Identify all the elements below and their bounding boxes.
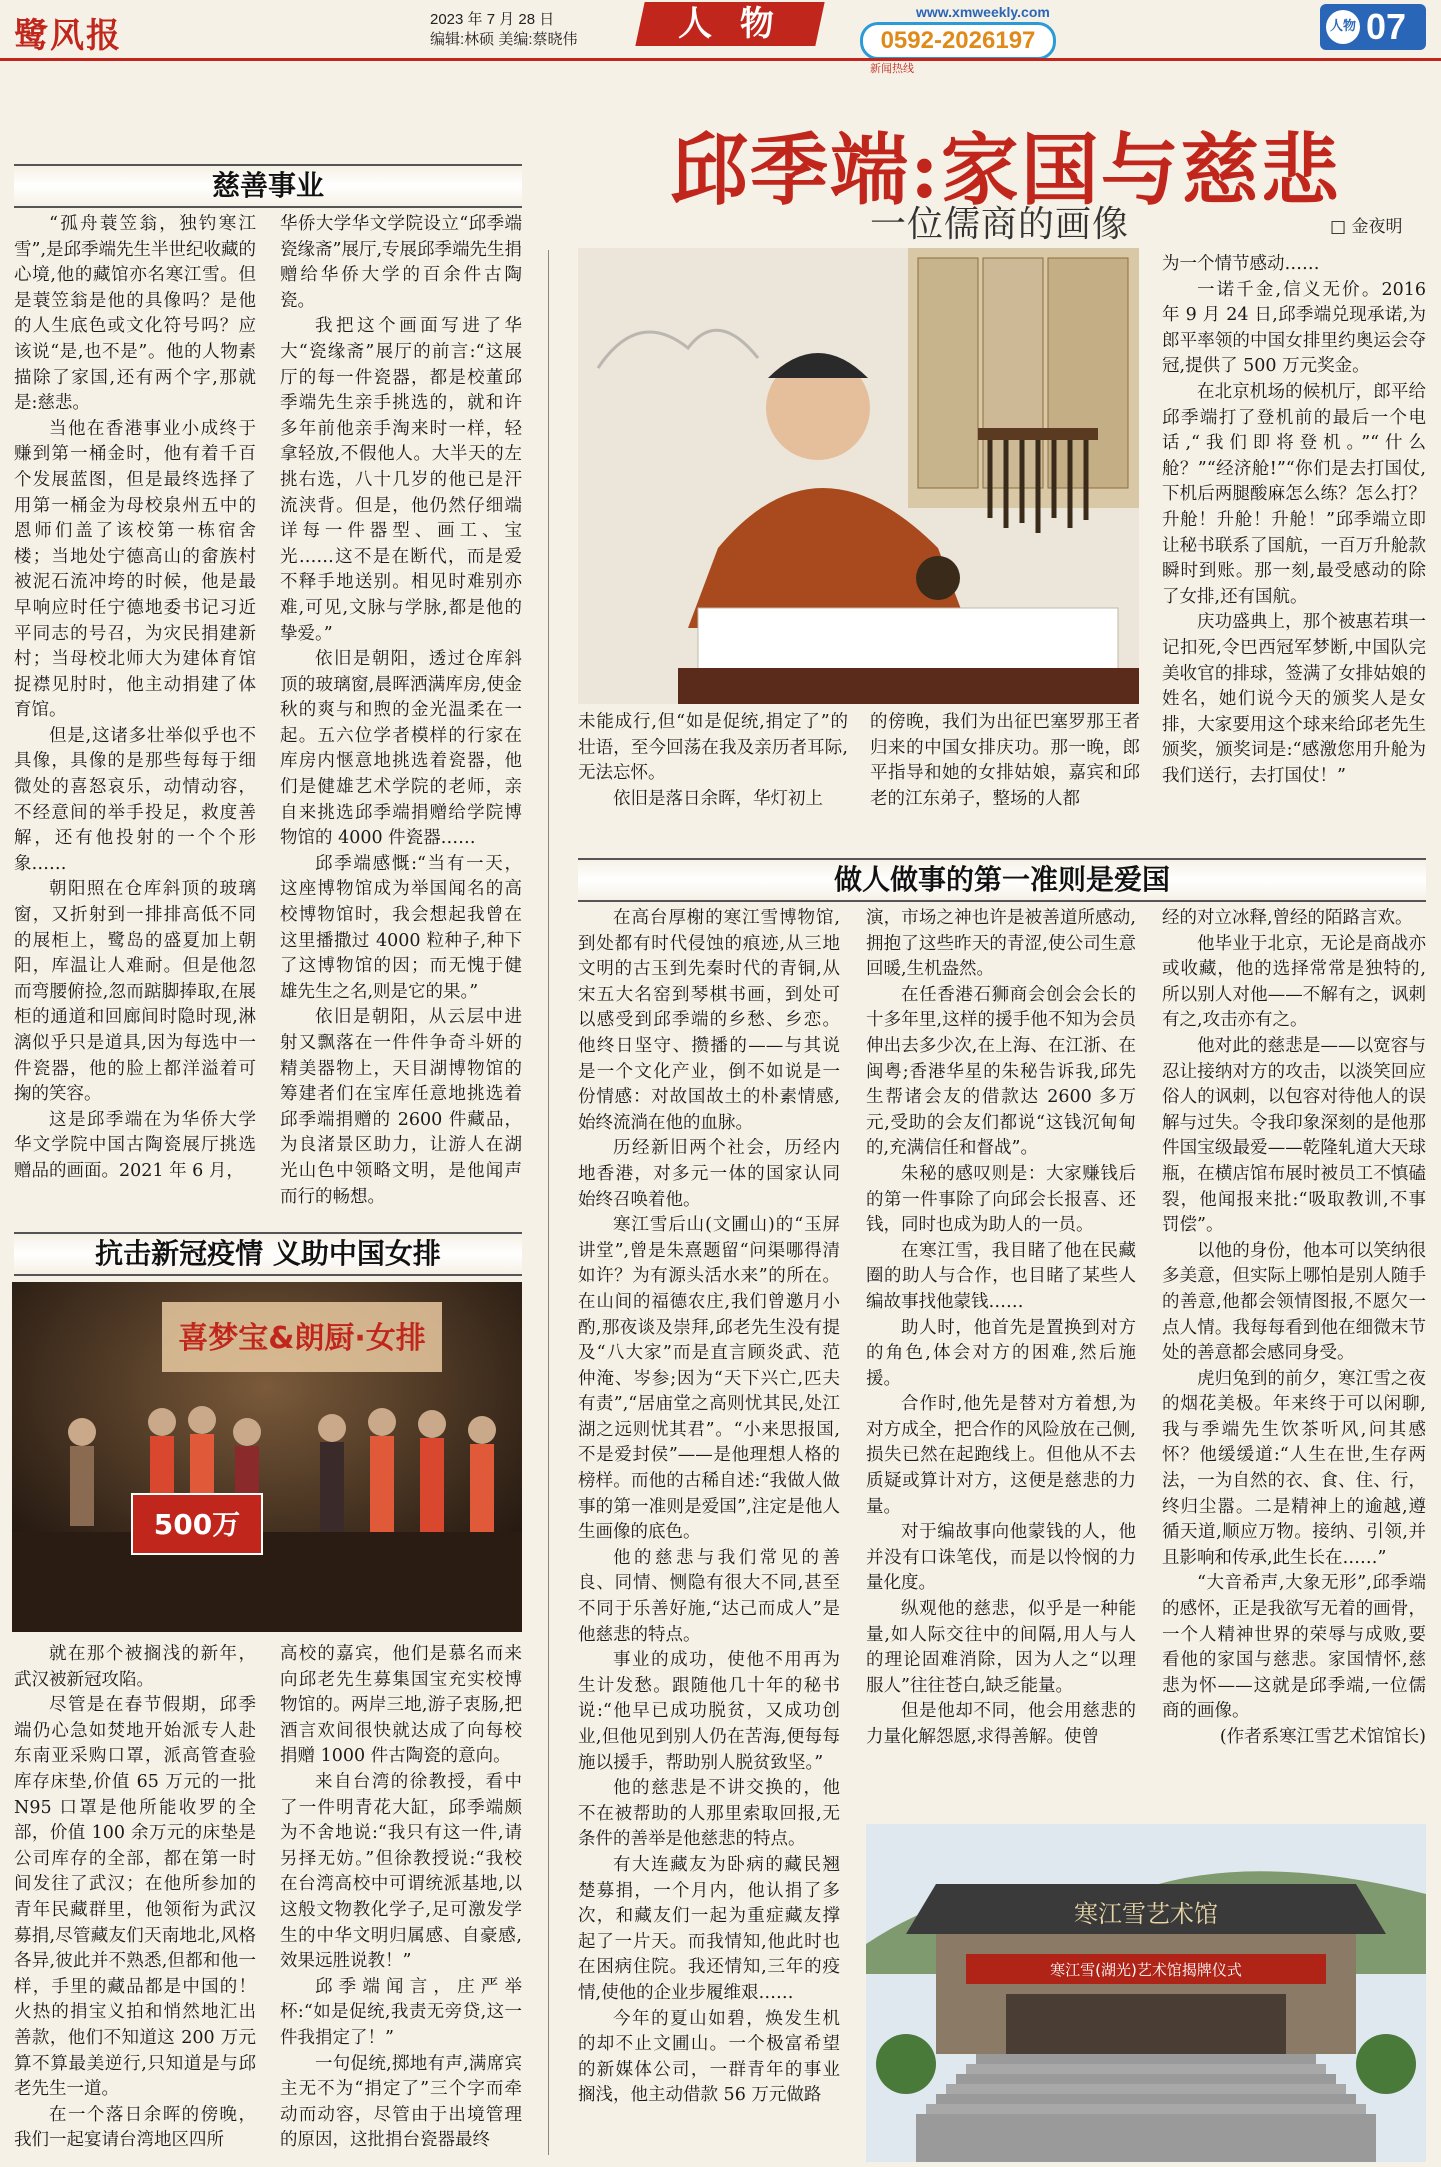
paragraph: 朱秘的感叹则是：大家赚钱后的第一件事除了向邱会长报喜、还钱，同时也成为助人的一员。	[866, 1163, 1136, 1236]
paragraph: 的傍晚，我们为出征巴塞罗那王者归来的中国女排庆功。那一晚，郎平指导和她的女排姑娘，嘉宾和邱老的江东弟子，整场的人都	[870, 712, 1140, 809]
paragraph: 他的慈悲是不讲交换的，他不在被帮助的人那里索取回报,无条件的善举是他慈悲的特点。	[578, 1778, 840, 1850]
photo-museum-building	[866, 1824, 1426, 2162]
building-illustration	[866, 1824, 1426, 2162]
paragraph: 但是他却不同，他会用慈悲的力量化解怨愿,求得善解。使曾	[866, 1701, 1136, 1747]
hotline-number: 0592-2026197	[860, 22, 1056, 60]
column-divider	[548, 250, 549, 2155]
paragraph: 来自台湾的徐教授，看中了一件明青花大缸，邱季端颇为不舍地说:“我只有这一件,请另择无妨。”但徐教授说:“我校在台湾高校中可谓统派基地,以这般文物教化学子,足可激发学生的中华文明归属感、自豪感,效果远胜说教！”	[280, 1771, 522, 1972]
paragraph: 我把这个画面写进了华大“瓷缘斋”展厅的前言:“这展厅的每一件瓷器，都是校董邱季端先生亲手挑选的，就和许多年前他亲手淘来时一样，轻拿轻放,不假他人。大半天的左挑右选，八十几岁的他已是汗流浃背。但是，他仍然仔细端详每一件器型、画工、宝光……这不是在断代，而是爱不释手地送别。相见时难别亦难,可见,文脉与学脉,都是他的挚爱。”	[280, 316, 522, 644]
paragraph: 这是邱季端在为华侨大学华文学院中国古陶瓷展厅挑选赠品的画面。2021 年 6 月，	[14, 1109, 256, 1181]
paragraph: 尽管是在春节假期，邱季端仍心急如焚地开始派专人赴东南亚采购口罩，派高管查验库存床垫,价值 65 万元的一批 N95 口罩是他所能收罗的全部，价值 100 余万元的床垫是公司库存的全部，都在第一时间发往了武汉；在他所参加的青年民藏群里，他领衔为武汉募捐,尽管藏友们天南地北,风格各异,彼此并不熟悉,但都和他一样，手里的藏品都是中国的！火热的捐宝义拍和悄然地汇出善款，他们不知道这 200 万元算不算最美逆行,只知道是与邱老先生一道。	[14, 1695, 256, 2100]
paragraph: 在寒江雪，我目睹了他在民藏圈的助人与合作，也目睹了某些人编故事找他蒙钱……	[866, 1240, 1136, 1312]
paragraph: 合作时,他先是替对方着想,为对方成全，把合作的风险放在己侧,损失已然在起跑线上。但他从不去质疑或算计对方，这便是慈悲的力量。	[866, 1394, 1136, 1517]
photo-volleyball-ceremony	[12, 1282, 522, 1632]
paragraph: 一诺千金,信义无价。2016 年 9 月 24 日,邱季端兑现承诺,为郎平率领的中国女排里约奥运会夺冠,提供了 500 万元奖金。	[1162, 279, 1426, 377]
paragraph: 他的慈悲与我们常见的善良、同情、恻隐有很大不同,甚至不同于乐善好施,“达己而成人”是他慈悲的特点。	[578, 1547, 840, 1645]
column-1	[14, 212, 256, 1232]
section-heading-covid	[14, 1232, 522, 1276]
issue-meta	[430, 10, 578, 50]
paragraph: 依旧是朝阳，透过仓库斜顶的玻璃窗,晨晖洒满库房,使金秋的爽与和煦的金光温柔在一起。五六位学者模样的行家在库房内惬意地挑选着瓷器，他们是健雄艺术学院的老师，亲自来挑选邱季端捐赠给学院博物馆的 4000 件瓷器……	[280, 649, 522, 849]
section-heading-charity-label: 慈善事业	[211, 169, 324, 202]
column-6	[14, 1642, 256, 2158]
section-heading-patriot	[578, 858, 1426, 902]
website-link[interactable]: www.xmweekly.com	[916, 4, 1050, 20]
paragraph: 他毕业于北京，无论是商战亦或收藏，他的选择常常是独特的,所以别人对他——不解有之，讽刺有之,攻击亦有之。	[1162, 933, 1426, 1031]
section-heading-patriot-label: 做人做事的第一准则是爱国	[833, 863, 1170, 896]
paragraph: 寒江雪后山(文圃山)的“玉屏讲堂”,曾是朱熹题留“问渠哪得清如许？为有源头活水来”的所在。在山间的福德农庄,我们曾邀月小酌,那夜谈及崇拜,邱老先生没有提及“八大家”而是直言顾炎武、范仲淹、岑参;因为“天下兴亡,匹夫有责”,“居庙堂之高则忧其民,处江湖之远则忧其君”。“小来思报国,不是爱封侯”——是他理想人格的榜样。而他的古稀自述:“我做人做事的第一准则是爱国”,注定是他人生画像的底色。	[578, 1215, 840, 1543]
paragraph: 对于编故事向他蒙钱的人，他并没有口诛笔伐，而是以怜悯的力量化度。	[866, 1522, 1136, 1594]
newspaper-logo: 鹭风报	[14, 16, 122, 56]
paragraph: 未能成行,但“如是促统,捐定了”的壮语，至今回荡在我及亲历者耳际,无法忘怀。	[578, 712, 848, 784]
paragraph: 今年的夏山如碧，焕发生机的却不止文圃山。一个极富希望的新媒体公司，一群青年的事业搁浅，他主动借款 56 万元做路	[578, 2008, 840, 2106]
stage-banner-text: 喜梦宝&朗厨·女排	[178, 1321, 426, 1356]
paragraph: 以他的身份，他本可以笑纳很多美意，但实际上哪怕是别人随手的善意,他都会领情图报,不愿欠一点人情。我每每看到他在细微末节处的善意都会感同身受。	[1162, 1240, 1426, 1364]
column-10	[1162, 906, 1426, 1818]
paragraph: 但是,这诸多壮举似乎也不具像，具像的是那些每每于细微处的喜怒哀乐，动情动容，不经意间的举手投足，救度善解，还有他投射的一个个形象……	[14, 725, 256, 874]
paragraph: 邱季端感慨:“当有一天，这座博物馆成为举国闻名的高校博物馆时，我会想起我曾在这里播撒过 4000 粒种子,种下了这博物馆的因；而无愧于健雄先生之名,则是它的果。”	[280, 853, 522, 1002]
column-7	[280, 1642, 522, 2158]
paragraph: 一句促统,掷地有声,满席宾主无不为“捐定了”三个字而牵动而动容，尽管由于出境管理的原因，这批捐台瓷器最终	[280, 2053, 522, 2151]
paragraph: 助人时，他首先是置换到对方的角色,体会对方的困难,然后施援。	[866, 1317, 1136, 1389]
paragraph: 华侨大学华文学院设立“邱季端瓷缘斋”展厅,专展邱季端先生捐赠给华侨大学的百余件古陶瓷。	[280, 214, 522, 311]
paragraph: 经的对立冰释,曾经的陌路言欢。	[1162, 908, 1413, 928]
section-heading-covid-label: 抗击新冠疫情 义助中国女排	[95, 1237, 441, 1270]
byline: □ 金夜明	[1330, 217, 1403, 237]
cheque-amount: 500万	[153, 1508, 241, 1541]
paragraph: 为一个情节感动……	[1162, 254, 1320, 274]
museum-sign: 寒江雪艺术馆	[1074, 1900, 1218, 1928]
paragraph: 在任香港石狮商会创会会长的十多年里,这样的援手他不知为会员伸出去多少次,在上海、在江浙、在闽粤;香港华星的朱秘告诉我,邱先生帮诸会友的借款达 2600 多万元,受助的会友们都说“这钱沉甸甸的,充满信任和督战”。	[866, 984, 1136, 1159]
column-5	[1162, 252, 1426, 852]
column-4	[870, 710, 1140, 850]
page-mark: 人物	[1326, 10, 1360, 44]
paragraph: 依旧是朝阳，从云层中进射又飘落在一件件争奇斗妍的精美器物上，天目湖博物馆的筹建者们在宝库任意地挑选着邱季端捐赠的 2600 件藏品，为良渚景区助力，让游人在湖光山色中领略文明，是他闻声而行的畅想。	[280, 1007, 522, 1207]
photo-portrait-calligraphy	[578, 248, 1139, 704]
subheadline: 一位儒商的画像	[870, 204, 1130, 245]
paragraph: 在一个落日余晖的傍晚，我们一起宴请台湾地区四所	[14, 2104, 256, 2151]
page-number: 07	[1366, 6, 1407, 47]
column-2	[280, 212, 522, 1232]
paragraph: 有大连藏友为卧病的藏民翘楚募捐，一个月内，他认捐了多次，和藏友们一起为重症藏友撑起了一片天。而我情知,他此时也在困病住院。我还情知,三年的疫情,使他的企业步履维艰……	[578, 1854, 840, 2003]
page-badge	[1320, 4, 1426, 50]
paragraph: 朝阳照在仓库斜顶的玻璃窗，又折射到一排排高低不同的展柜上，鹭岛的盛夏加上朝阳，库温让人难耐。但是他忽而弯腰俯捡,忽而踮脚捧取,在展柜的通道和回廊间时隐时现,淋漓似乎只是道具,因为每选中一件瓷器，他的脸上都洋溢着可掬的笑容。	[14, 879, 256, 1105]
paragraph: 演，市场之神也许是被善道所感动,拥抱了这些昨天的青涩,使公司生意回暖,生机盎然。	[866, 908, 1136, 980]
paragraph: 高校的嘉宾，他们是慕名而来向邱老先生募集国宝充实校博物馆的。两岸三地,游子衷肠,把酒言欢间很快就达成了向每校捐赠 1000 件古陶瓷的意向。	[280, 1644, 522, 1767]
paragraph: 事业的成功，使他不用再为生计发愁。跟随他几十年的秘书说:“他早已成功脱贫，又成功创业,但他见到别人仍在苦海,便每每施以援手，帮助别人脱贫致坚。”	[578, 1650, 840, 1773]
header-rule	[0, 58, 1441, 61]
section-tag-label: 人 物	[678, 4, 782, 44]
ceremony-banner: 寒江雪(湖光)艺术馆揭牌仪式	[1050, 1961, 1242, 1979]
paragraph: 庆功盛典上，那个被惠若琪一记扣死,令巴西冠军梦断,中国队完美收官的排球，签满了女排姑娘的姓名，她们说今天的颁奖人是女排，大家要用这个球来给邱老先生颁奖，颁奖词是:“感激您用升舱为我们送行，去打国仗！”	[1162, 612, 1426, 786]
paragraph: 虎归兔到的前夕，寒江雪之夜的烟花美极。年来终于可以闲聊,我与季端先生饮茶听风,问其感怀？他缓缓道:“人生在世,生存两法，一为自然的衣、食、住、行，终归尘嚣。二是精神上的逾越,遵循天道,顺应万物。接纳、引领,并且影响和传承,此生长在……”	[1162, 1368, 1426, 1568]
paragraph: “大音希声,大象无形”,邱季端的感怀，正是我欲写无着的画骨，一个人精神世界的荣辱与成败,要看他的家国与慈悲。家国情怀,慈悲为怀——这就是邱季端,一位儒商的画像。	[1162, 1573, 1426, 1722]
paragraph: 在北京机场的候机厅，郎平给邱季端打了登机前的最后一个电话,“我们即将登机。”“什么舱？”“经济舱!”“你们是去打国仗,下机后两腿酸麻怎么练？怎么打？升舱！升舱！升舱！”邱季端立即让秘书联系了国航，一百万升舱款瞬时到账。那一刻,最受感动的除了女排,还有国航。	[1162, 381, 1426, 607]
portrait-illustration	[578, 248, 1139, 704]
editor-credits: 编辑:林硕 美编:蔡晓伟	[430, 31, 578, 48]
paragraph: 历经新旧两个社会，历经内地香港，对多元一体的国家认同始终召唤着他。	[578, 1138, 840, 1210]
paragraph: 他对此的慈悲是——以宽容与忍让接纳对方的攻击，以淡笑回应俗人的讽刺，以包容对待他人的误解与过失。令我印象深刻的是他那件国宝级最爱——乾隆轧道大天球瓶，在横店馆布展时被员工不慎磕裂，他闻报来批:“吸取教训,不事罚偿”。	[1162, 1035, 1426, 1236]
paragraph: 邱季端闻言，庄严举杯:“如是促统,我责无旁贷,这一件我捐定了！”	[280, 1976, 522, 2048]
section-heading-charity	[14, 164, 522, 208]
column-3	[578, 710, 848, 850]
paragraph: 纵观他的慈悲，似乎是一种能量,如人际交往中的间隔,用人与人的理论固难消除，因为人之“以理服人”往往苍白,缺乏能量。	[866, 1599, 1136, 1696]
column-9	[866, 906, 1136, 1818]
paragraph: “孤舟蓑笠翁，独钓寒江雪”,是邱季端先生半世纪收藏的心境,他的藏馆亦名寒江雪。但是蓑笠翁是他的具像吗？是他的人生底色或文化符号吗？应该说“是,也不是”。他的人物素描除了家国,还有两个字,那就是:慈悲。	[14, 214, 256, 414]
paragraph: 当他在香港事业小成终于赚到第一桶金时，他有着千百个发展蓝图，但是最终选择了用第一桶金为母校泉州五中的恩师们盖了该校第一栋宿舍楼；当地处宁德高山的畲族村被泥石流冲垮的时候，他是最早响应时任宁德地委书记习近平同志的号召，为灾民捐建新村；当母校北师大为建体育馆捉襟见肘时，他主动捐建了体育馆。	[14, 418, 256, 721]
paragraph: 依旧是落日余晖，华灯初上	[613, 788, 823, 809]
paragraph: 就在那个被搁浅的新年，武汉被新冠攻陷。	[14, 1644, 256, 1690]
headline: 邱季端:家国与慈悲	[670, 125, 1341, 216]
hotline-label: 新闻热线	[870, 63, 914, 75]
ceremony-illustration	[12, 1282, 522, 1632]
paragraph: 在高台厚榭的寒江雪博物馆,到处都有时代侵蚀的痕迹,从三地文明的古玉到先秦时代的青铜,从宋五大名窑到琴棋书画，到处可以感受到邱季端的乡愁、乡恋。他终日坚守、攒播的——与其说是一个文化产业，倒不如说是一份情感：对故国故土的朴素情感,始终流淌在他的血脉。	[578, 908, 840, 1133]
hotline-box	[846, 4, 1056, 76]
author-note: (作者系寒江雪艺术馆馆长)	[1219, 1727, 1426, 1747]
column-8	[578, 906, 840, 2160]
issue-date: 2023 年 7 月 28 日	[430, 11, 555, 28]
section-tag	[635, 2, 824, 46]
